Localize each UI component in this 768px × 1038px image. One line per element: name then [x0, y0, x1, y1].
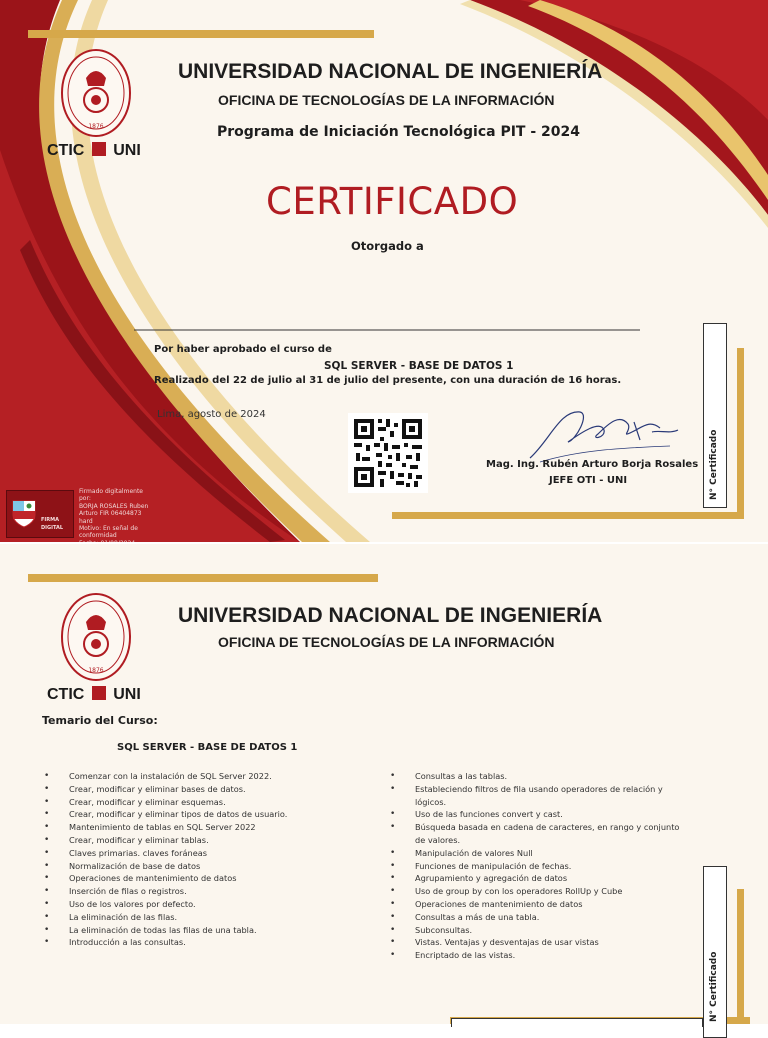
list-item: • Subconsultas. [390, 924, 680, 937]
list-item: • Agrupamiento y agregación de datos [390, 872, 680, 885]
list-item: • Introducción a las consultas. [44, 936, 364, 949]
list-item: • Estableciendo filtros de fila usando operadores de relación y lógicos. [390, 783, 680, 809]
list-item: • Inserción de filas o registros. [44, 885, 364, 898]
qr-code-icon [348, 413, 428, 493]
peru-shield-icon [11, 499, 37, 529]
course-name: SQL SERVER - BASE DE DATOS 1 [324, 360, 514, 372]
university-seal-icon [60, 48, 132, 138]
syllabus-course-name: SQL SERVER - BASE DE DATOS 1 [117, 742, 298, 753]
list-item: • Crear, modificar y eliminar tablas. [44, 834, 364, 847]
svg-text:1876: 1876 [88, 123, 104, 130]
qr-code [348, 413, 428, 493]
syllabus-page [0, 544, 768, 1024]
university-name: UNIVERSIDAD NACIONAL DE INGENIERÍA [178, 60, 603, 83]
list-item: • Claves primarias. claves foráneas [44, 847, 364, 860]
place-date: Lima, agosto de 2024 [157, 409, 266, 420]
list-item: • Consultas a las tablas. [390, 770, 680, 783]
list-item: • Encriptado de las vistas. [390, 949, 680, 962]
certificate-number-label: N° Certificado [709, 429, 719, 500]
list-item: • La eliminación de todas las filas de una tabla. [44, 924, 364, 937]
office-name-2: OFICINA DE TECNOLOGÍAS DE LA INFORMACIÓN [218, 634, 555, 650]
syllabus-list-right [390, 770, 680, 962]
digital-signature-badge [6, 490, 74, 538]
university-name-2: UNIVERSIDAD NACIONAL DE INGENIERÍA [178, 604, 603, 627]
ctic-logo-mark-icon-2 [92, 686, 106, 700]
list-item: • Mantenimiento de tablas en SQL Server 2022 [44, 821, 364, 834]
list-item: • Crear, modificar y eliminar esquemas. [44, 796, 364, 809]
syllabus-list-left [44, 770, 364, 949]
syllabus-heading: Temario del Curso: [42, 714, 158, 727]
list-item: • Crear, modificar y eliminar bases de datos. [44, 783, 364, 796]
ctic-logo: CTIC UNI [47, 142, 141, 159]
approved-text: Por haber aprobado el curso de [154, 344, 332, 355]
list-item: • Uso de los valores por defecto. [44, 898, 364, 911]
granted-to-label: Otorgado a [351, 239, 424, 253]
list-item: • Búsqueda basada en cadena de caracteres, en rango y conjunto de valores. [390, 821, 680, 847]
list-item: • Comenzar con la instalación de SQL Server 2022. [44, 770, 364, 783]
list-item: • La eliminación de las filas. [44, 911, 364, 924]
signer-role: JEFE OTI - UNI [549, 475, 628, 486]
university-seal-icon-2 [60, 592, 132, 682]
office-name: OFICINA DE TECNOLOGÍAS DE LA INFORMACIÓN [218, 92, 555, 108]
list-item: • Crear, modificar y eliminar tipos de datos de usuario. [44, 808, 364, 821]
digital-signature-badge-line2: DIGITAL [41, 525, 64, 531]
digital-signature-text: Firmado digitalmente por: BORJA ROSALES Ruben Arturo FIR 06404873 hard Motivo: En señal de conformidad [79, 488, 149, 540]
ctic-logo-2: CTIC UNI [47, 686, 141, 703]
certificate-number-label-2: N° Certificado [709, 951, 719, 1022]
list-item: • Uso de las funciones convert y cast. [390, 808, 680, 821]
ctic-logo-mark-icon [92, 142, 106, 156]
digital-signature-badge-line1: FIRMA [41, 517, 59, 523]
list-item: • Manipulación de valores Null [390, 847, 680, 860]
svg-text:1876: 1876 [88, 667, 104, 674]
list-item: • Uso de group by con los operadores RollUp y Cube [390, 885, 680, 898]
list-item: • Vistas. Ventajas y desventajas de usar vistas [390, 936, 680, 949]
list-item: • Operaciones de mantenimiento de datos [390, 898, 680, 911]
signer-name: Mag. Ing. Rubén Arturo Borja Rosales [486, 459, 699, 470]
list-item: • Consultas a más de una tabla. [390, 911, 680, 924]
list-item: • Operaciones de mantenimiento de datos [44, 872, 364, 885]
course-dates: Realizado del 22 de julio al 31 de julio del presente, con una duración de 16 horas. [154, 375, 622, 386]
certificate-title: CERTIFICADO [266, 180, 519, 223]
program-name: Programa de Iniciación Tecnológica PIT - 2024 [217, 124, 581, 140]
list-item: • Funciones de manipulación de fechas. [390, 860, 680, 873]
bottom-box-edge [451, 1018, 703, 1027]
list-item: • Normalización de base de datos [44, 860, 364, 873]
digital-signature-block [6, 488, 156, 540]
